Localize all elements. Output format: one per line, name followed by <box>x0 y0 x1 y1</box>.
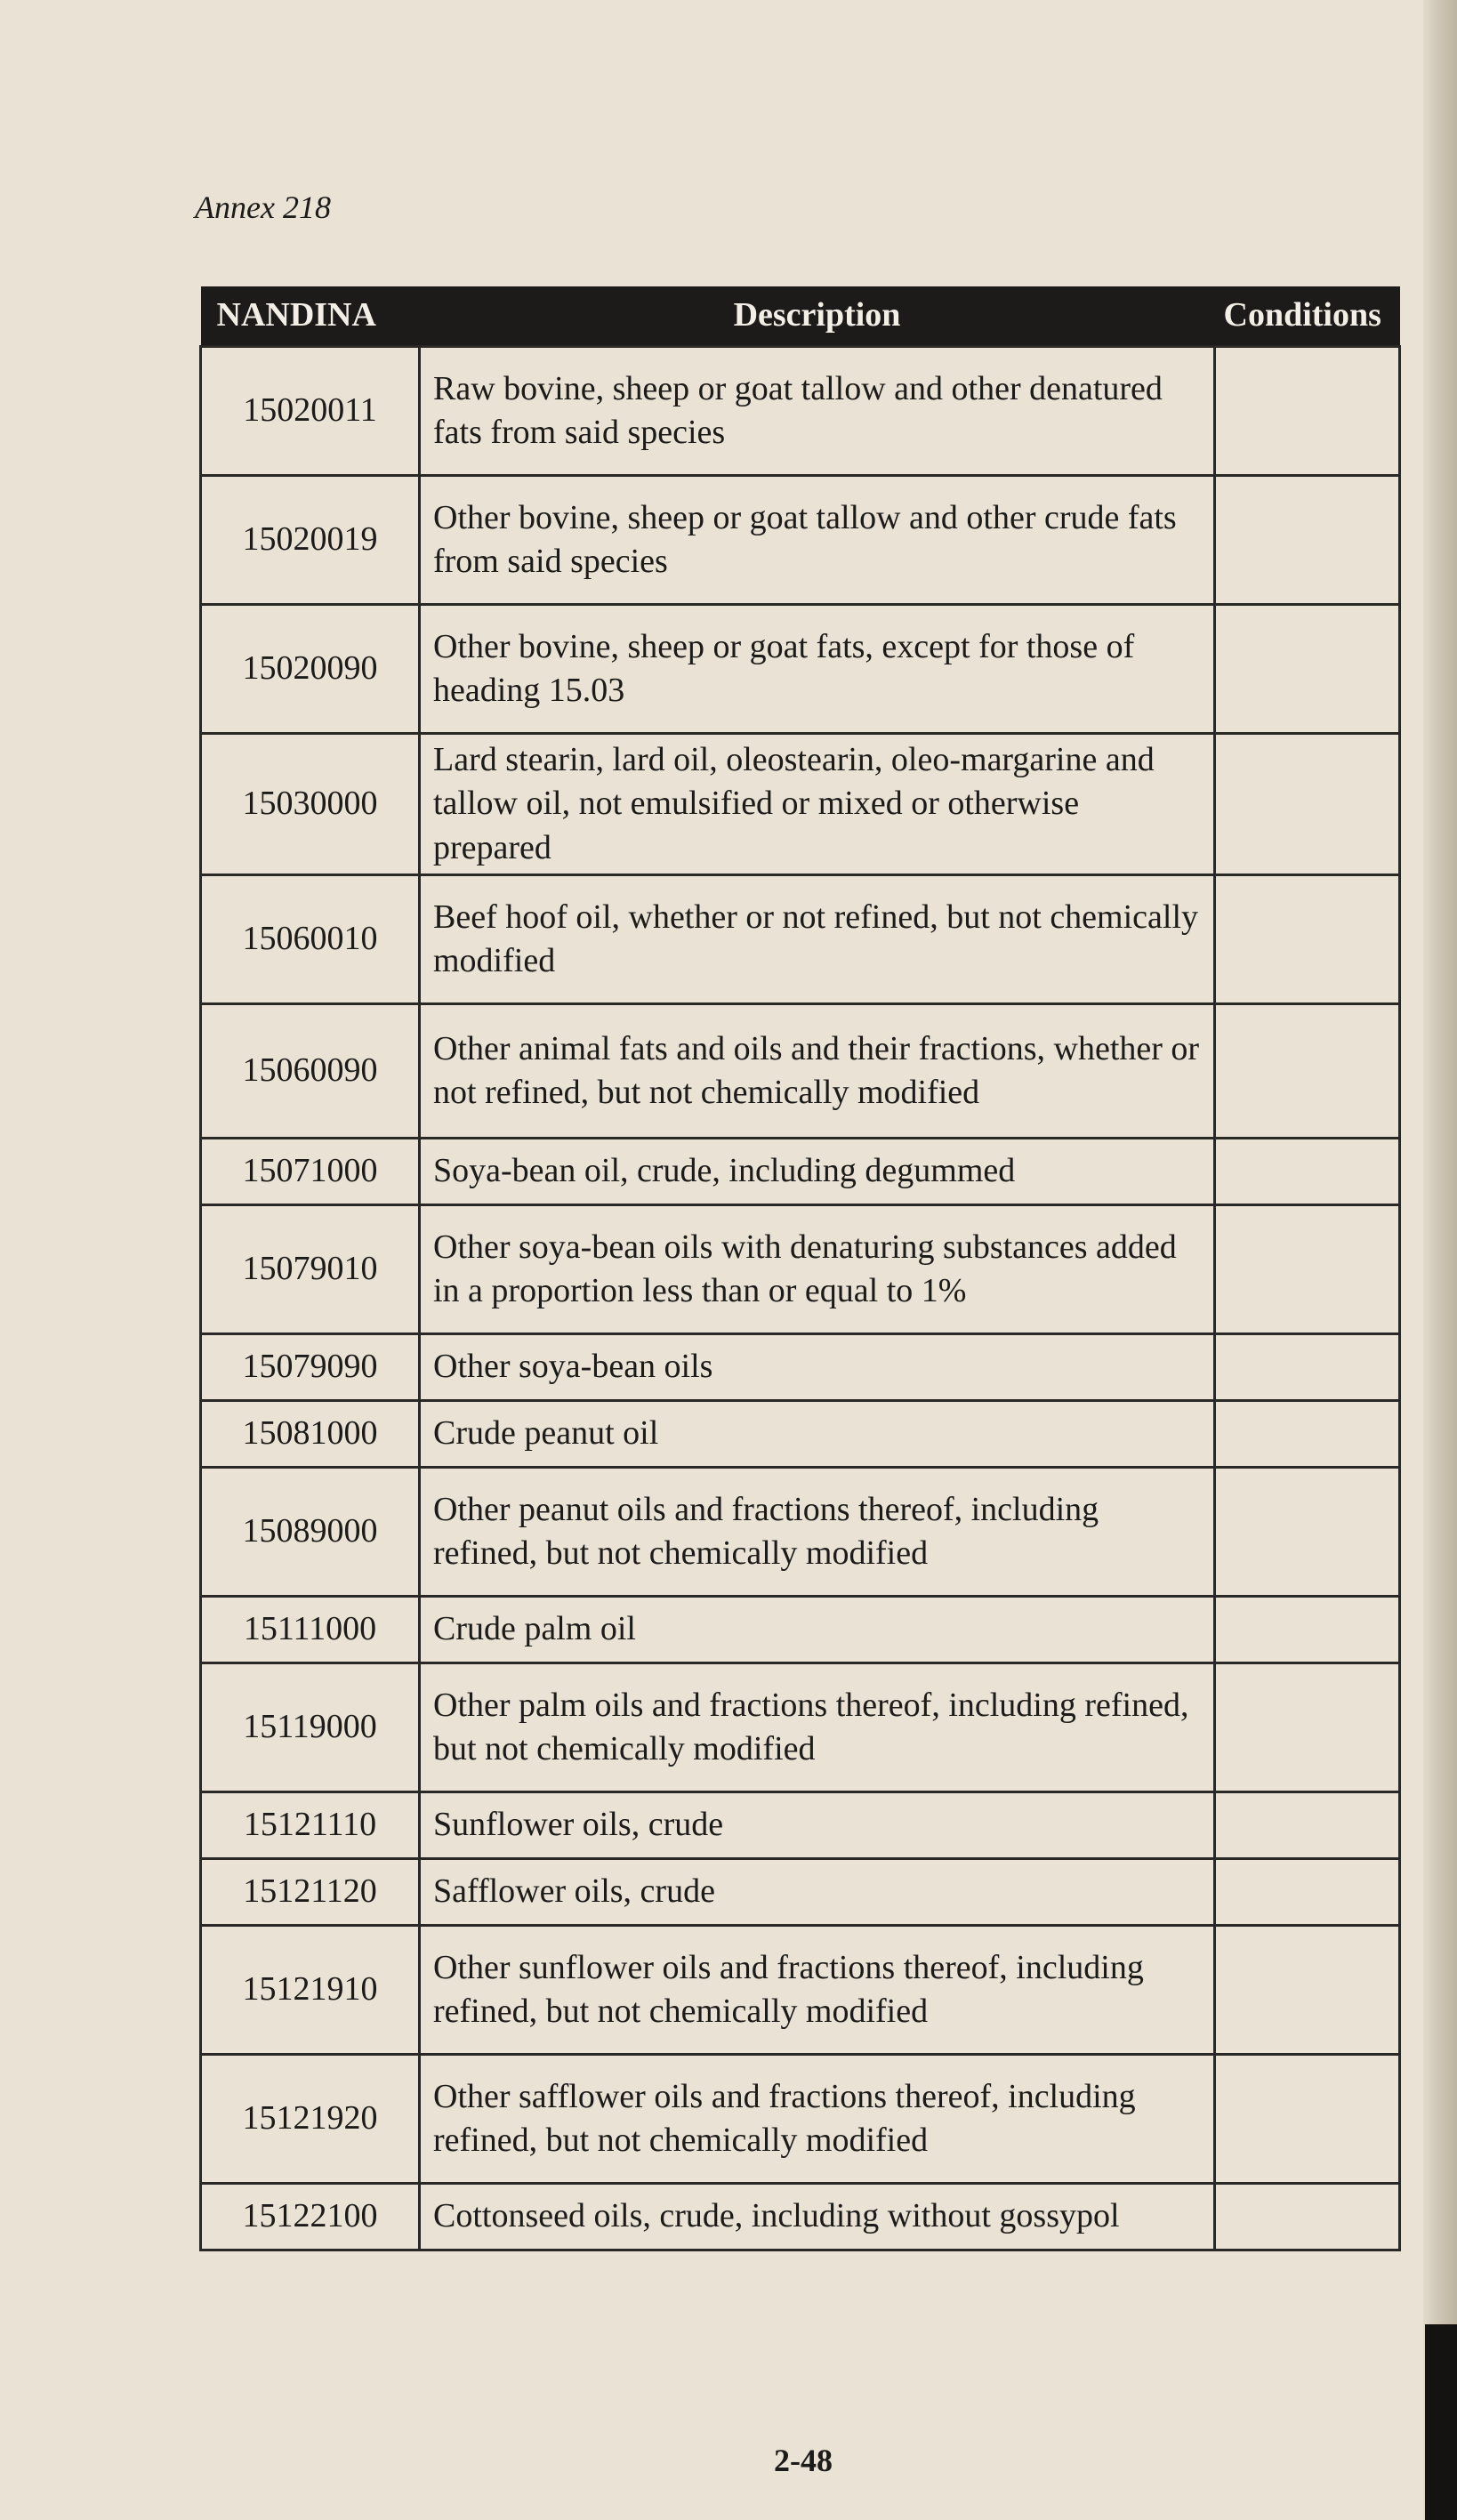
page-number: 2-48 <box>774 2443 833 2478</box>
table-row <box>201 734 1400 875</box>
nandina-table <box>199 286 1401 2251</box>
row-code: 15030000 <box>201 734 420 875</box>
table-row <box>201 347 1400 476</box>
table-header <box>201 286 1400 347</box>
table-row <box>201 1792 1400 1859</box>
row-code: 15119000 <box>201 1663 420 1792</box>
annex-label: Annex 218 <box>195 189 331 225</box>
row-conditions <box>1215 875 1400 1004</box>
page-shadow-corner <box>1425 2324 1457 2520</box>
row-code: 15060010 <box>201 875 420 1004</box>
row-conditions <box>1215 2055 1400 2184</box>
row-code: 15079010 <box>201 1205 420 1334</box>
table-row <box>201 1401 1400 1468</box>
table-row <box>201 1597 1400 1663</box>
row-conditions <box>1215 1205 1400 1334</box>
table-row <box>201 1468 1400 1597</box>
row-description: Other sunflower oils and fractions thereof, including refined, but not chemically modified <box>420 1926 1215 2055</box>
row-conditions <box>1215 2184 1400 2250</box>
table-row <box>201 605 1400 734</box>
row-code: 15020011 <box>201 347 420 476</box>
row-code: 15121920 <box>201 2055 420 2184</box>
row-conditions <box>1215 476 1400 605</box>
row-conditions <box>1215 1468 1400 1597</box>
row-description: Other soya-bean oils with denaturing substances added in a proportion less than or equal to 1% <box>420 1205 1215 1334</box>
row-conditions <box>1215 1792 1400 1859</box>
row-conditions <box>1215 1859 1400 1926</box>
row-description: Crude peanut oil <box>420 1401 1215 1468</box>
table-row <box>201 875 1400 1004</box>
table-row <box>201 2055 1400 2184</box>
row-code: 15079090 <box>201 1334 420 1401</box>
row-description: Beef hoof oil, whether or not refined, but not chemically modified <box>420 875 1215 1004</box>
row-code: 15111000 <box>201 1597 420 1663</box>
row-conditions <box>1215 1597 1400 1663</box>
row-code: 15121110 <box>201 1792 420 1859</box>
row-conditions <box>1215 605 1400 734</box>
row-conditions <box>1215 1926 1400 2055</box>
row-description: Other bovine, sheep or goat tallow and other crude fats from said species <box>420 476 1215 605</box>
row-description: Other soya-bean oils <box>420 1334 1215 1401</box>
table-row <box>201 1205 1400 1334</box>
row-description: Other peanut oils and fractions thereof, including refined, but not chemically modified <box>420 1468 1215 1597</box>
row-code: 15121910 <box>201 1926 420 2055</box>
row-code: 15121120 <box>201 1859 420 1926</box>
row-description: Lard stearin, lard oil, oleostearin, oleo-margarine and tallow oil, not emulsified or mixed or otherwise prepared <box>420 734 1215 875</box>
row-description: Cottonseed oils, crude, including without gossypol <box>420 2184 1215 2250</box>
row-code: 15060090 <box>201 1004 420 1139</box>
row-description: Other bovine, sheep or goat fats, except for those of heading 15.03 <box>420 605 1215 734</box>
row-description: Other animal fats and oils and their fractions, whether or not refined, but not chemically modified <box>420 1004 1215 1139</box>
row-code: 15020090 <box>201 605 420 734</box>
table-row <box>201 1926 1400 2055</box>
row-description: Other palm oils and fractions thereof, including refined, but not chemically modified <box>420 1663 1215 1792</box>
column-header-description: Description <box>420 286 1215 347</box>
table-row <box>201 2184 1400 2250</box>
page-spine-edge <box>1423 0 1457 2520</box>
row-description: Sunflower oils, crude <box>420 1792 1215 1859</box>
table-row <box>201 476 1400 605</box>
column-header-conditions: Conditions <box>1215 286 1400 347</box>
row-conditions <box>1215 734 1400 875</box>
row-description: Other safflower oils and fractions thereof, including refined, but not chemically modified <box>420 2055 1215 2184</box>
column-header-nandina: NANDINA <box>201 286 420 347</box>
row-conditions <box>1215 1663 1400 1792</box>
row-description: Crude palm oil <box>420 1597 1215 1663</box>
row-conditions <box>1215 1004 1400 1139</box>
row-description: Safflower oils, crude <box>420 1859 1215 1926</box>
table-row <box>201 1663 1400 1792</box>
table-row <box>201 1139 1400 1205</box>
row-code: 15081000 <box>201 1401 420 1468</box>
row-code: 15122100 <box>201 2184 420 2250</box>
table-row <box>201 1859 1400 1926</box>
row-conditions <box>1215 1139 1400 1205</box>
row-code: 15089000 <box>201 1468 420 1597</box>
row-conditions <box>1215 347 1400 476</box>
table-row <box>201 1004 1400 1139</box>
row-code: 15071000 <box>201 1139 420 1205</box>
row-description: Soya-bean oil, crude, including degummed <box>420 1139 1215 1205</box>
row-description: Raw bovine, sheep or goat tallow and other denatured fats from said species <box>420 347 1215 476</box>
row-code: 15020019 <box>201 476 420 605</box>
row-conditions <box>1215 1334 1400 1401</box>
table-row <box>201 1334 1400 1401</box>
row-conditions <box>1215 1401 1400 1468</box>
